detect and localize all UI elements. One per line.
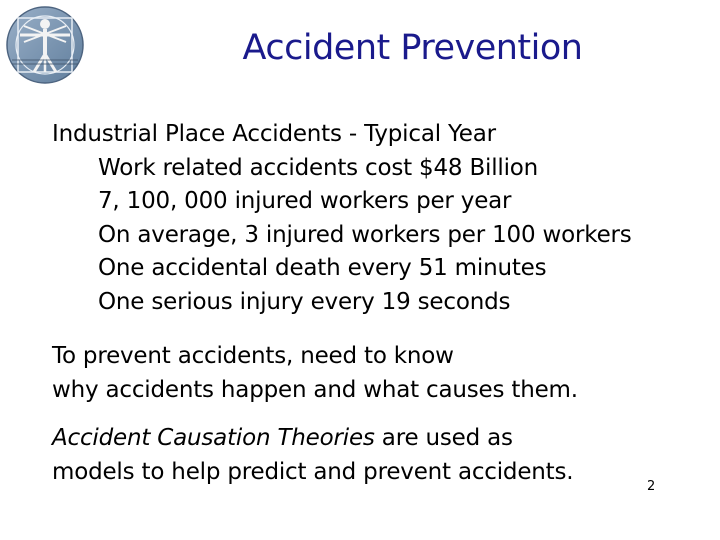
- section-heading: Industrial Place Accidents - Typical Year: [52, 121, 496, 147]
- paragraph-line: models to help predict and prevent accidents.: [52, 458, 574, 485]
- slide-title: Accident Prevention: [242, 28, 583, 68]
- slide-body: [52, 118, 702, 489]
- list-item: 7, 100, 000 injured workers per year: [98, 188, 512, 214]
- list-item: One accidental death every 51 minutes: [98, 255, 547, 281]
- paragraph-text: are used as: [374, 425, 513, 451]
- paragraph-line: To prevent accidents, need to know: [52, 343, 454, 369]
- vitruvian-man-logo-icon: [4, 4, 86, 86]
- spacer: [52, 319, 702, 340]
- list-item: On average, 3 injured workers per 100 workers: [98, 221, 632, 248]
- paragraph-line: why accidents happen and what causes them.: [52, 376, 578, 403]
- paragraph-line: [52, 422, 702, 456]
- page-number: 2: [647, 479, 656, 494]
- list-item: Work related accidents cost $48 Billion: [98, 154, 539, 181]
- list-item: One serious injury every 19 seconds: [98, 288, 511, 315]
- emphasis-text: Accident Causation Theories: [52, 425, 375, 451]
- spacer: [52, 407, 702, 422]
